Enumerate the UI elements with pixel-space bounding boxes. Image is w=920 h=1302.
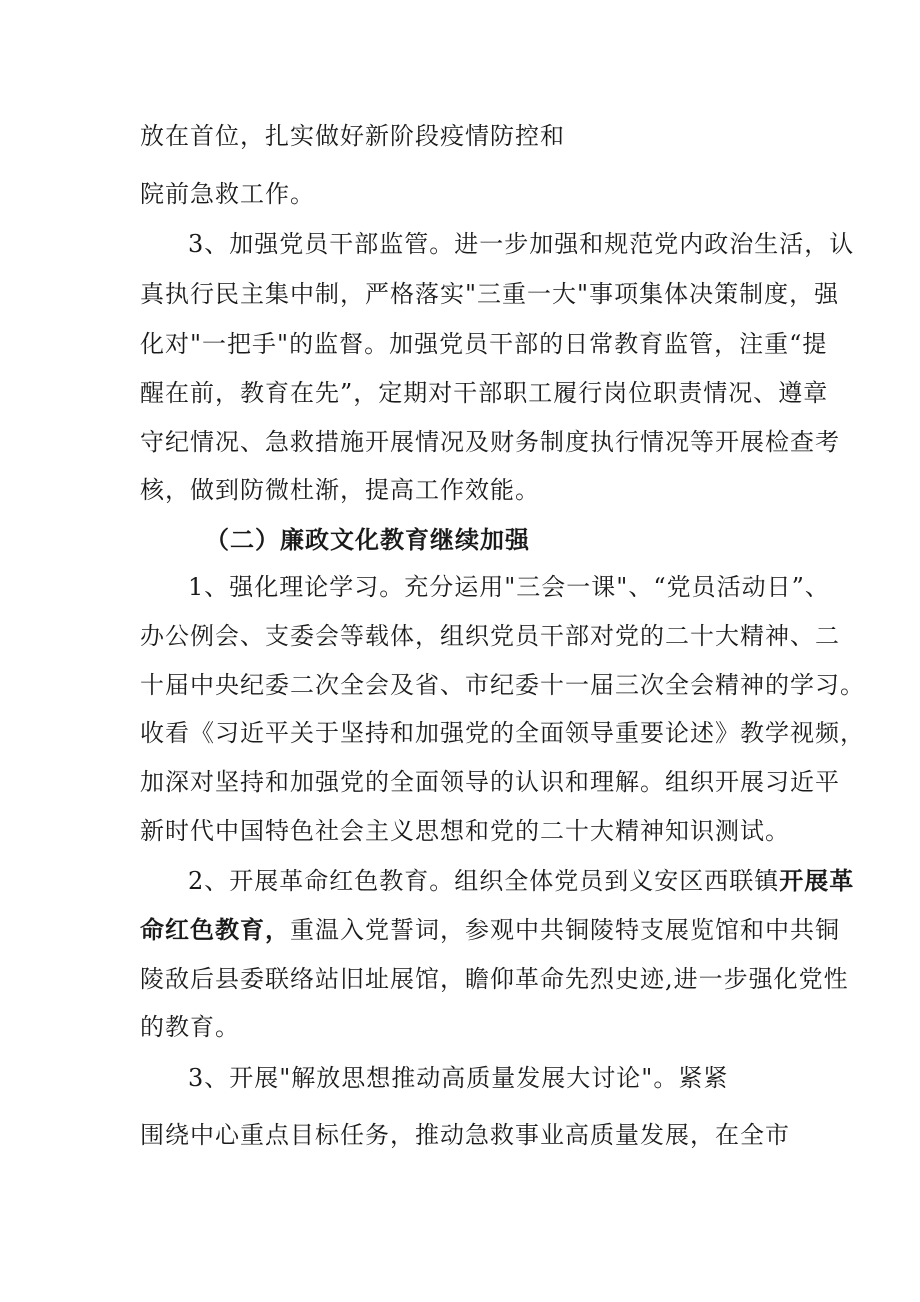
text-line: 守纪情况、急救措施开展情况及财务制度执行情况等开展检查考 [140,428,840,456]
text-line: 收看《习近平关于坚持和加强党的全面领导重要论述》教学视频， [140,719,865,747]
text-line [140,913,840,947]
text-line: 化对"一把手"的监督。加强党员干部的日常教育监管，注重“提 [140,330,828,358]
text-line: 3、开展"解放思想推动高质量发展大讨论"。紧紧 [188,1064,729,1092]
section-heading: （二）廉政文化教育继续加强 [205,525,530,554]
text-line: 办公例会、支委会等载体，组织党员干部对党的二十大精神、二 [140,622,840,650]
text-line: 放在首位，扎实做好新阶段疫情防控和 [140,122,565,150]
bold-text-run: 命红色教育， [140,915,290,944]
text-line: 新时代中国特色社会主义思想和党的二十大精神知识测试。 [140,817,790,845]
bold-text-run: 开展革 [779,866,855,895]
text-line: 陵敌后县委联络站旧址展馆，瞻仰革命先烈史迹,进一步强化党性 [140,965,849,993]
text-line: 核，做到防微杜渐，提高工作效能。 [140,476,540,504]
text-line: 围绕中心重点目标任务，推动急救事业高质量发展，在全市 [140,1121,790,1149]
text-line: 真执行民主集中制，严格落实"三重一大"事项集体决策制度，强 [140,280,840,308]
text-line [188,864,854,898]
text-line: 的教育。 [140,1013,240,1041]
text-run: 重温入党誓词，参观中共铜陵特支展览馆和中共铜 [290,916,840,944]
text-line: 3、加强党员干部监管。进一步加强和规范党内政治生活，认 [188,230,855,258]
text-line: 1、强化理论学习。充分运用"三会一课"、“党员活动日”、 [188,573,830,601]
text-line: 加深对坚持和加强党的全面领导的认识和理解。组织开展习近平 [140,768,840,796]
text-line: 醒在前，教育在先”，定期对干部职工履行岗位职责情况、遵章 [140,379,829,407]
text-line: 院前急救工作。 [140,180,315,208]
text-line: 十届中央纪委二次全会及省、市纪委十一届三次全会精神的学习。 [140,671,865,699]
text-run: 2、开展革命红色教育。组织全体党员到义安区西联镇 [188,867,780,895]
